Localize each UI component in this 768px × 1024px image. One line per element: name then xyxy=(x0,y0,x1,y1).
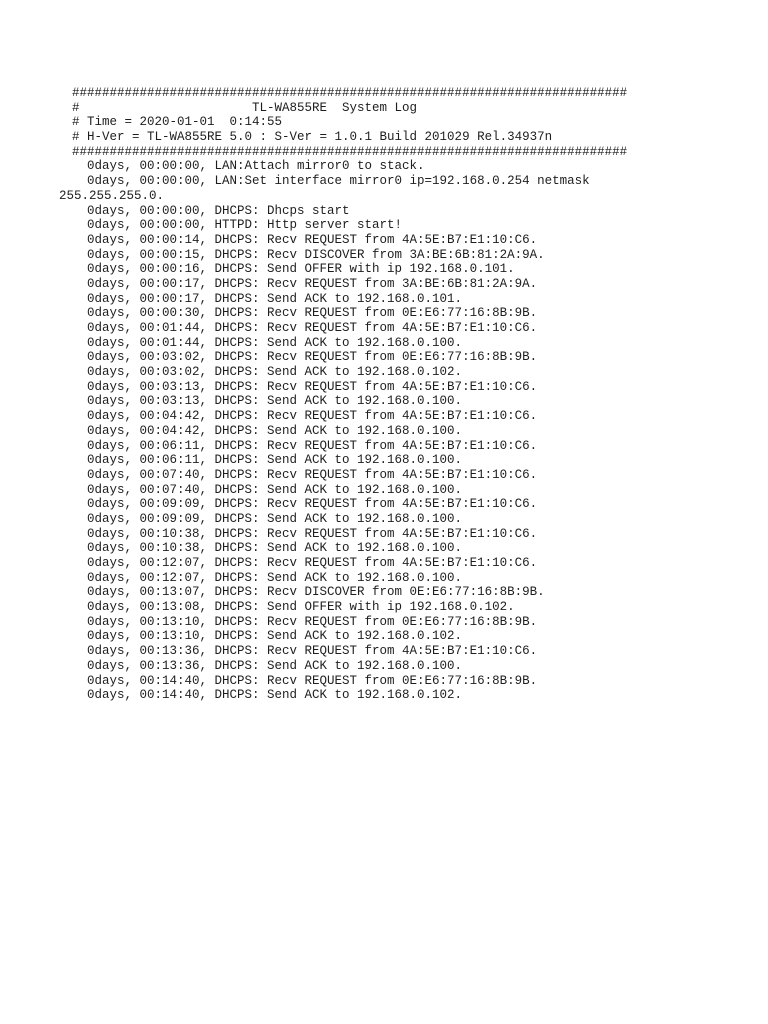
log-entry: 0days, 00:12:07, DHCPS: Send ACK to 192.168.0.100. xyxy=(72,570,463,585)
log-entry-continuation: 255.255.255.0. xyxy=(59,188,165,203)
log-entry: 0days, 00:00:17, DHCPS: Send ACK to 192.168.0.101. xyxy=(72,291,463,306)
log-entry: 0days, 00:00:30, DHCPS: Recv REQUEST from 0E:E6:77:16:8B:9B. xyxy=(72,306,538,321)
log-entry: 0days, 00:12:07, DHCPS: Recv REQUEST from 4A:5E:B7:E1:10:C6. xyxy=(72,556,538,570)
log-entry: 0days, 00:00:00, DHCPS: Dhcps start xyxy=(72,203,350,218)
log-entry: 0days, 00:14:40, DHCPS: Send ACK to 192.168.0.102. xyxy=(72,688,463,703)
system-log-text xyxy=(59,86,752,703)
log-entry: 0days, 00:04:42, DHCPS: Recv REQUEST from 4A:5E:B7:E1:10:C6. xyxy=(72,409,538,424)
log-entry: 0days, 00:14:40, DHCPS: Recv REQUEST from 0E:E6:77:16:8B:9B. xyxy=(72,673,538,688)
log-entry: 0days, 00:00:16, DHCPS: Send OFFER with ip 192.168.0.101. xyxy=(72,262,515,277)
log-title: # TL-WA855RE System Log xyxy=(72,100,418,115)
log-entry: 0days, 00:13:10, DHCPS: Recv REQUEST from 0E:E6:77:16:8B:9B. xyxy=(72,614,538,629)
log-entry: 0days, 00:10:38, DHCPS: Recv REQUEST from 4A:5E:B7:E1:10:C6. xyxy=(72,526,538,541)
log-entry: 0days, 00:00:00, LAN:Set interface mirror0 ip=192.168.0.254 netmask xyxy=(72,174,590,189)
log-entry: 0days, 00:09:09, DHCPS: Recv REQUEST from 4A:5E:B7:E1:10:C6. xyxy=(72,497,538,512)
log-entry: 0days, 00:13:36, DHCPS: Send ACK to 192.168.0.100. xyxy=(72,658,463,673)
log-entry: 0days, 00:03:02, DHCPS: Send ACK to 192.168.0.102. xyxy=(72,365,463,380)
header-separator-top: ########################################################################## xyxy=(72,86,628,100)
log-entry: 0days, 00:01:44, DHCPS: Recv REQUEST from 4A:5E:B7:E1:10:C6. xyxy=(72,321,538,335)
log-entry: 0days, 00:13:08, DHCPS: Send OFFER with ip 192.168.0.102. xyxy=(72,600,515,615)
log-entry: 0days, 00:00:15, DHCPS: Recv DISCOVER from 3A:BE:6B:81:2A:9A. xyxy=(72,247,545,262)
log-entry: 0days, 00:00:14, DHCPS: Recv REQUEST from 4A:5E:B7:E1:10:C6. xyxy=(72,232,538,247)
log-entry: 0days, 00:13:36, DHCPS: Recv REQUEST from 4A:5E:B7:E1:10:C6. xyxy=(72,644,538,659)
log-entry: 0days, 00:10:38, DHCPS: Send ACK to 192.168.0.100. xyxy=(72,541,463,556)
log-entry: 0days, 00:06:11, DHCPS: Send ACK to 192.168.0.100. xyxy=(72,453,463,468)
log-entry: 0days, 00:03:13, DHCPS: Recv REQUEST from 4A:5E:B7:E1:10:C6. xyxy=(72,379,538,394)
log-entry: 0days, 00:00:17, DHCPS: Recv REQUEST from 3A:BE:6B:81:2A:9A. xyxy=(72,276,538,291)
log-entry: 0days, 00:03:13, DHCPS: Send ACK to 192.168.0.100. xyxy=(72,394,463,409)
log-entry: 0days, 00:03:02, DHCPS: Recv REQUEST from 0E:E6:77:16:8B:9B. xyxy=(72,350,538,365)
log-entry: 0days, 00:07:40, DHCPS: Send ACK to 192.168.0.100. xyxy=(72,482,463,497)
log-entry: 0days, 00:01:44, DHCPS: Send ACK to 192.168.0.100. xyxy=(72,335,463,350)
log-entry: 0days, 00:13:10, DHCPS: Send ACK to 192.168.0.102. xyxy=(72,629,463,644)
log-entry: 0days, 00:07:40, DHCPS: Recv REQUEST from 4A:5E:B7:E1:10:C6. xyxy=(72,467,538,482)
log-entry: 0days, 00:04:42, DHCPS: Send ACK to 192.168.0.100. xyxy=(72,423,463,438)
header-separator-bottom: ########################################################################## xyxy=(72,144,628,159)
log-entry: 0days, 00:09:09, DHCPS: Send ACK to 192.168.0.100. xyxy=(72,511,463,526)
log-entry: 0days, 00:00:00, LAN:Attach mirror0 to stack. xyxy=(72,159,425,174)
log-entry: 0days, 00:06:11, DHCPS: Recv REQUEST from 4A:5E:B7:E1:10:C6. xyxy=(72,438,538,453)
log-version: # H-Ver = TL-WA855RE 5.0 : S-Ver = 1.0.1 Build 201029 Rel.34937n xyxy=(72,130,553,145)
log-entry: 0days, 00:13:07, DHCPS: Recv DISCOVER from 0E:E6:77:16:8B:9B. xyxy=(72,585,545,600)
log-time: # Time = 2020-01-01 0:14:55 xyxy=(72,115,283,130)
log-entry: 0days, 00:00:00, HTTPD: Http server start! xyxy=(72,218,403,233)
